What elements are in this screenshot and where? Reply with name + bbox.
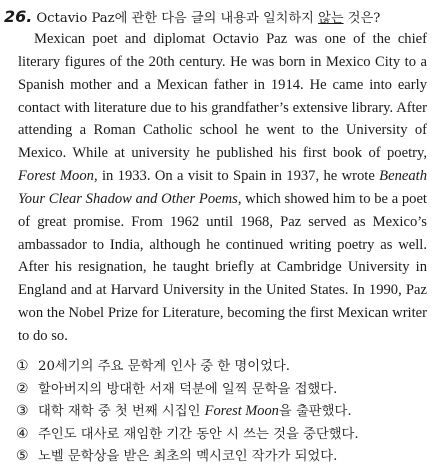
question-stem-underlined: 않는	[318, 11, 344, 26]
option-3-number: ③	[16, 403, 29, 419]
answer-options	[16, 355, 359, 468]
option-3-text-start: 대학 재학 중 첫 번째 시집인	[38, 404, 205, 419]
question-header	[4, 6, 427, 28]
passage-part-2: , in 1933. On a visit to Spain in 1937, he wrote	[93, 168, 380, 185]
passage	[4, 28, 427, 348]
option-3-text	[38, 400, 352, 424]
option-3[interactable]	[16, 400, 359, 423]
question-stem-start: Octavio Paz에 관한 다음 글의 내용과 일치하지	[36, 11, 319, 26]
option-2[interactable]	[16, 378, 359, 401]
option-1-text: 20세기의 주요 문학계 인사 중 한 명이었다.	[38, 359, 291, 374]
question-number: 26.	[4, 7, 33, 26]
option-5-text: 노벨 문학상을 받은 최초의 멕시코인 작가가 되었다.	[38, 449, 338, 464]
option-3-text-end: 을 출판했다.	[278, 404, 352, 419]
question-stem-end: 것은?	[343, 11, 381, 26]
book-title-beneath-your-clear-shadow: Beneath Your Clear Shadow and Other Poems	[18, 168, 427, 207]
option-2-text: 할아버지의 방대한 서재 덕분에 일찍 문학을 접했다.	[38, 381, 338, 397]
option-4-number: ④	[16, 425, 29, 442]
option-5[interactable]	[16, 445, 359, 468]
book-title-forest-moon: Forest Moon	[18, 168, 94, 185]
option-2-number: ②	[16, 380, 29, 397]
option-1[interactable]	[16, 355, 359, 378]
passage-part-1: Mexican poet and diplomat Octavio Paz was one of the chief literary figures of the 20th century. He was born in Mexico City to a Spanish mother and a Mexican father in 1914. He came into early contact with literature due to his grandfather’s extensive library. After attending a Roman Catholic school he went to the University of Mexico. While at university he published his first book of poetry,	[18, 31, 427, 162]
option-4-text: 주인도 대사로 재임한 기간 동안 시 쓰는 것을 중단했다.	[38, 426, 359, 442]
option-5-number: ⑤	[16, 448, 29, 464]
question-stem	[36, 8, 380, 30]
option-4[interactable]	[16, 423, 359, 446]
option-1-number: ①	[16, 358, 29, 374]
passage-part-3: , which showed him to be a poet of great promise. From 1962 until 1968, Paz served as Mexico’s ambassador to India, although he continued writing poetry as well. After his resignation, he taught briefly at Cambridge University in England and at Harvard University in the United States. In 1990, Paz won the Nobel Prize for Literature, becoming the first Mexican writer to do so.	[18, 190, 427, 344]
option-3-book-title: Forest Moon	[204, 403, 279, 419]
